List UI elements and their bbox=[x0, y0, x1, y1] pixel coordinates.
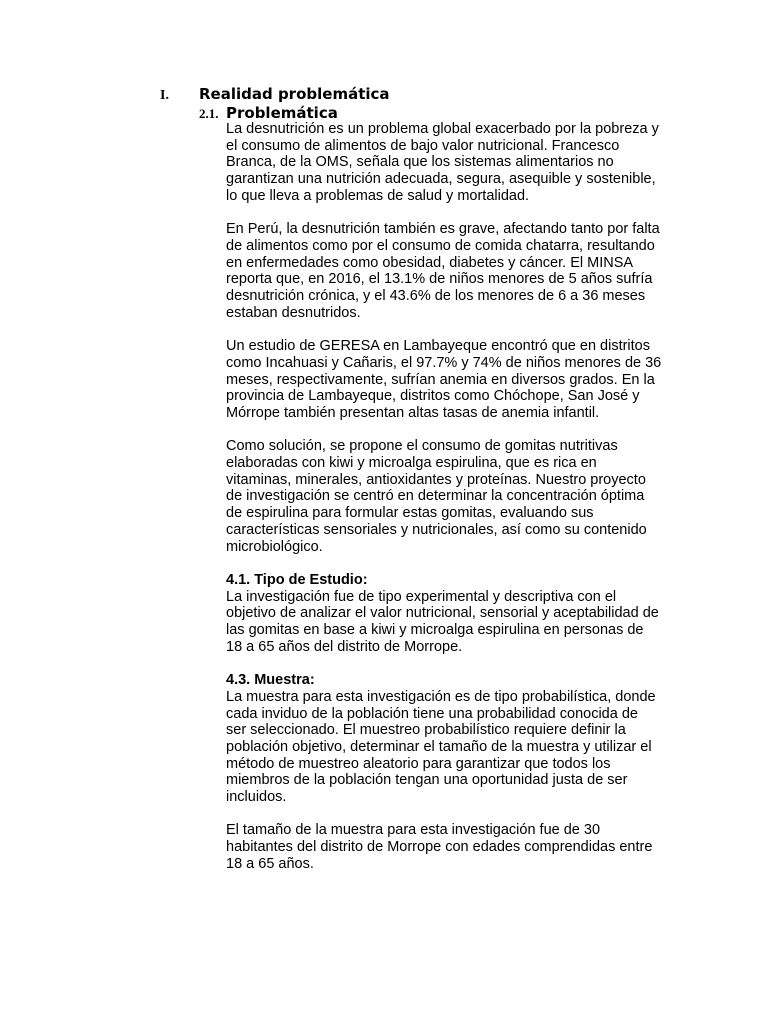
paragraph: En Perú, la desnutrición también es grave, afectando tanto por falta de alimentos como por el consumo de comida chatarra, resultando en enfermedades como obesidad, diabetes y cáncer. El MINSA reporta que, en 2016, el 13.1% de niños menores de 5 años sufría desnutrición crónica, y el 43.6% de los menores de 6 a 36 meses estaban desnutridos. bbox=[226, 221, 660, 321]
paragraph: Un estudio de GERESA en Lambayeque encontró que en distritos como Incahuasi y Cañaris, el 97.7% y 74% de niños menores de 36 meses, respectivamente, sufrían anemia en diversos grados. En la provincia de Lambayeque, distritos como Chóchope, San José y Mórrope también presentan altas tasas de anemia infantil. bbox=[226, 338, 662, 421]
paragraph: La desnutrición es un problema global exacerbado por la pobreza y el consumo de alimentos de bajo valor nutricional. Francesco Branca, de la OMS, señala que los sistemas alimentarios no garantizan una nutrición adecuada, segura, asequible y sostenible, lo que lleva a problemas de salud y mortalidad. bbox=[226, 121, 659, 204]
section-heading-tipo-de-estudio: 4.1. Tipo de Estudio: bbox=[226, 571, 368, 588]
paragraph: Como solución, se propone el consumo de gomitas nutritivas elaboradas con kiwi y microalga espirulina, que es rica en vitaminas, minerales, antioxidantes y proteínas. Nuestro proyecto de investigación se centró en determinar la concentración óptima de espirulina para formular estas gomitas, evaluando sus características sensoriales y nutricionales, así como su contenido microbiológico. bbox=[226, 438, 647, 555]
subheading-number: 2.1. bbox=[199, 106, 219, 121]
paragraph: La investigación fue de tipo experimental y descriptiva con el objetivo de analizar el valor nutricional, sensorial y aceptabilidad de las gomitas en base a kiwi y microalga espirulina en personas de 18 a 65 años del distrito de Morrope. bbox=[226, 588, 659, 655]
heading-title: Realidad problemática bbox=[199, 85, 390, 103]
heading-number: I. bbox=[160, 88, 169, 103]
body-text bbox=[226, 121, 662, 889]
paragraph: El tamaño de la muestra para esta investigación fue de 30 habitantes del distrito de Morrope con edades comprendidas entre 18 a 65 años. bbox=[226, 822, 653, 872]
section-heading-muestra: 4.3. Muestra: bbox=[226, 672, 315, 689]
subheading-title: Problemática bbox=[226, 104, 338, 122]
paragraph: La muestra para esta investigación es de tipo probabilística, donde cada inviduo de la población tiene una probabilidad conocida de ser seleccionado. El muestreo probabilístico requiere definir la población objetivo, determinar el tamaño de la muestra y utilizar el método de muestreo aleatorio para garantizar que todos los miembros de la población tengan una oportunidad justa de ser incluidos. bbox=[226, 688, 656, 806]
